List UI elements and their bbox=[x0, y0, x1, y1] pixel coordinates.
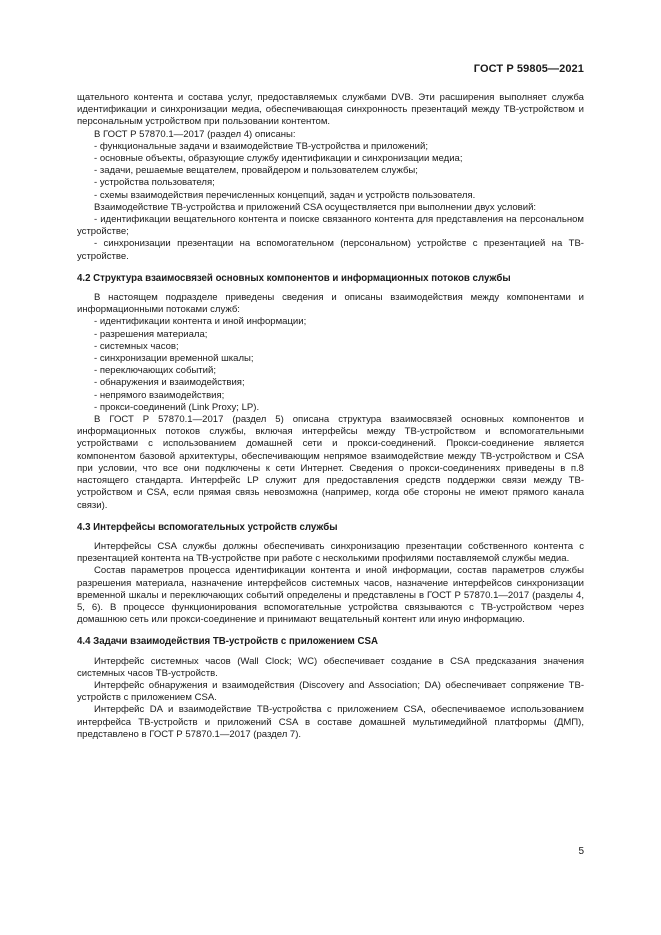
list-item: - идентификации контента и иной информации; bbox=[94, 316, 307, 328]
list-item: - устройства пользователя; bbox=[94, 177, 215, 189]
list-item: - системных часов; bbox=[94, 340, 179, 352]
paragraph: Интерфейс обнаружения и взаимодействия (Discovery and Association; DA) обеспечивает сопряжение ТВ-устройств с приложением CSA. bbox=[77, 679, 584, 704]
list-item: - переключающих событий; bbox=[94, 365, 217, 377]
list-item: - непрямого взаимодействия; bbox=[94, 389, 225, 401]
paragraph: В ГОСТ Р 57870.1—2017 (раздел 4) описаны: bbox=[94, 128, 296, 140]
list-item: - синхронизации временной шкалы; bbox=[94, 353, 254, 365]
paragraph: Интерфейсы CSA службы должны обеспечивать синхронизацию презентации собственного контента с презентацией контента на ТВ-устройстве при работе с несколькими профилями поставляемой службы медиа. bbox=[77, 540, 584, 565]
paragraph: Взаимодействие ТВ-устройства и приложений CSA осуществляется при выполнении двух условий: bbox=[94, 201, 537, 213]
paragraph: щательного контента и состава услуг, предоставляемых службами DVB. Эти расширения выполняет служба идентификации и синхронизации медиа, обеспечивающая синхронность презентаций между ТВ-устройством и персональным устройством при пользовании контентом. bbox=[77, 92, 584, 128]
list-item: - обнаружения и взаимодействия; bbox=[94, 377, 245, 389]
paragraph: В ГОСТ Р 57870.1—2017 (раздел 5) описана структура взаимосвязей основных компонентов и информационных потоков службы, включая интерфейсы между ТВ-устройством и вспомогательными устройствами с использованием домашней сети и прокси-соединений. Прокси-соединение является компонентом базовой архитектуры, обеспечивающим непрямое взаимодействие между ТВ-устройством и CSA при условии, что все они подключены к сети Интернет. Сведения о прокси-соединениях приведены в п.8 настоящего стандарта. Интерфейс LP служит для предоставления средств поддержки связи между ТВ-устройством и CSA, если прямая связь невозможна (например, когда обе стороны не имеют прямого канала связи). bbox=[77, 414, 584, 511]
document-body bbox=[77, 92, 584, 741]
section-heading-4-4: 4.4 Задачи взаимодействия ТВ-устройств с приложением CSA bbox=[77, 636, 378, 648]
paragraph: В настоящем подразделе приведены сведения и описаны взаимодействия между компонентами и информационными потоками служб: bbox=[77, 292, 584, 316]
list-item: - идентификации вещательного контента и поиске связанного контента для представления на персональном устройстве; bbox=[77, 214, 584, 238]
list-item: - схемы взаимодействия перечисленных концепций, задач и устройств пользователя. bbox=[94, 189, 476, 201]
paragraph: Состав параметров процесса идентификации контента и иной информации, состав параметров службы разрешения материала, назначение интерфейсов системных часов, назначение интерфейсов синхронизации временной шкалы и переключающих событий определены и представлены в ГОСТ Р 57870.1—2017 (разделы 4, 5, 6). В процессе функционирования вспомогательные устройства связываются с ТВ-устройством через домашнюю сеть или прокси-соединение и принимают вещательный контент или иную информацию. bbox=[77, 565, 584, 626]
list-item: - синхронизации презентации на вспомогательном (персональном) устройстве с презентацией на ТВ-устройстве. bbox=[77, 238, 584, 262]
paragraph: Интерфейс системных часов (Wall Clock; WC) обеспечивает создание в CSA предсказания значения системных часов ТВ-устройств. bbox=[77, 655, 584, 679]
paragraph: Интерфейс DA и взаимодействие ТВ-устройства с приложением CSA, обеспечиваемое использованием интерфейса ТВ-устройств и приложений CSA в составе домашней мультимедийной платформы (ДМП), представлено в ГОСТ Р 57870.1—2017 (раздел 7). bbox=[77, 704, 584, 740]
list-item: - основные объекты, образующие службу идентификации и синхронизации медиа; bbox=[94, 153, 463, 165]
section-heading-4-3: 4.3 Интерфейсы вспомогательных устройств службы bbox=[77, 521, 338, 533]
list-item: - прокси-соединений (Link Proxy; LP). bbox=[94, 401, 260, 413]
section-heading-4-2: 4.2 Структура взаимосвязей основных компонентов и информационных потоков службы bbox=[77, 272, 511, 284]
list-item: - разрешения материала; bbox=[94, 328, 208, 340]
list-item: - функциональные задачи и взаимодействие ТВ-устройства и приложений; bbox=[94, 140, 428, 152]
list-item: - задачи, решаемые вещателем, провайдером и пользователем службы; bbox=[94, 165, 418, 177]
document-code-header: ГОСТ Р 59805—2021 bbox=[473, 63, 584, 75]
page-number: 5 bbox=[578, 846, 584, 857]
